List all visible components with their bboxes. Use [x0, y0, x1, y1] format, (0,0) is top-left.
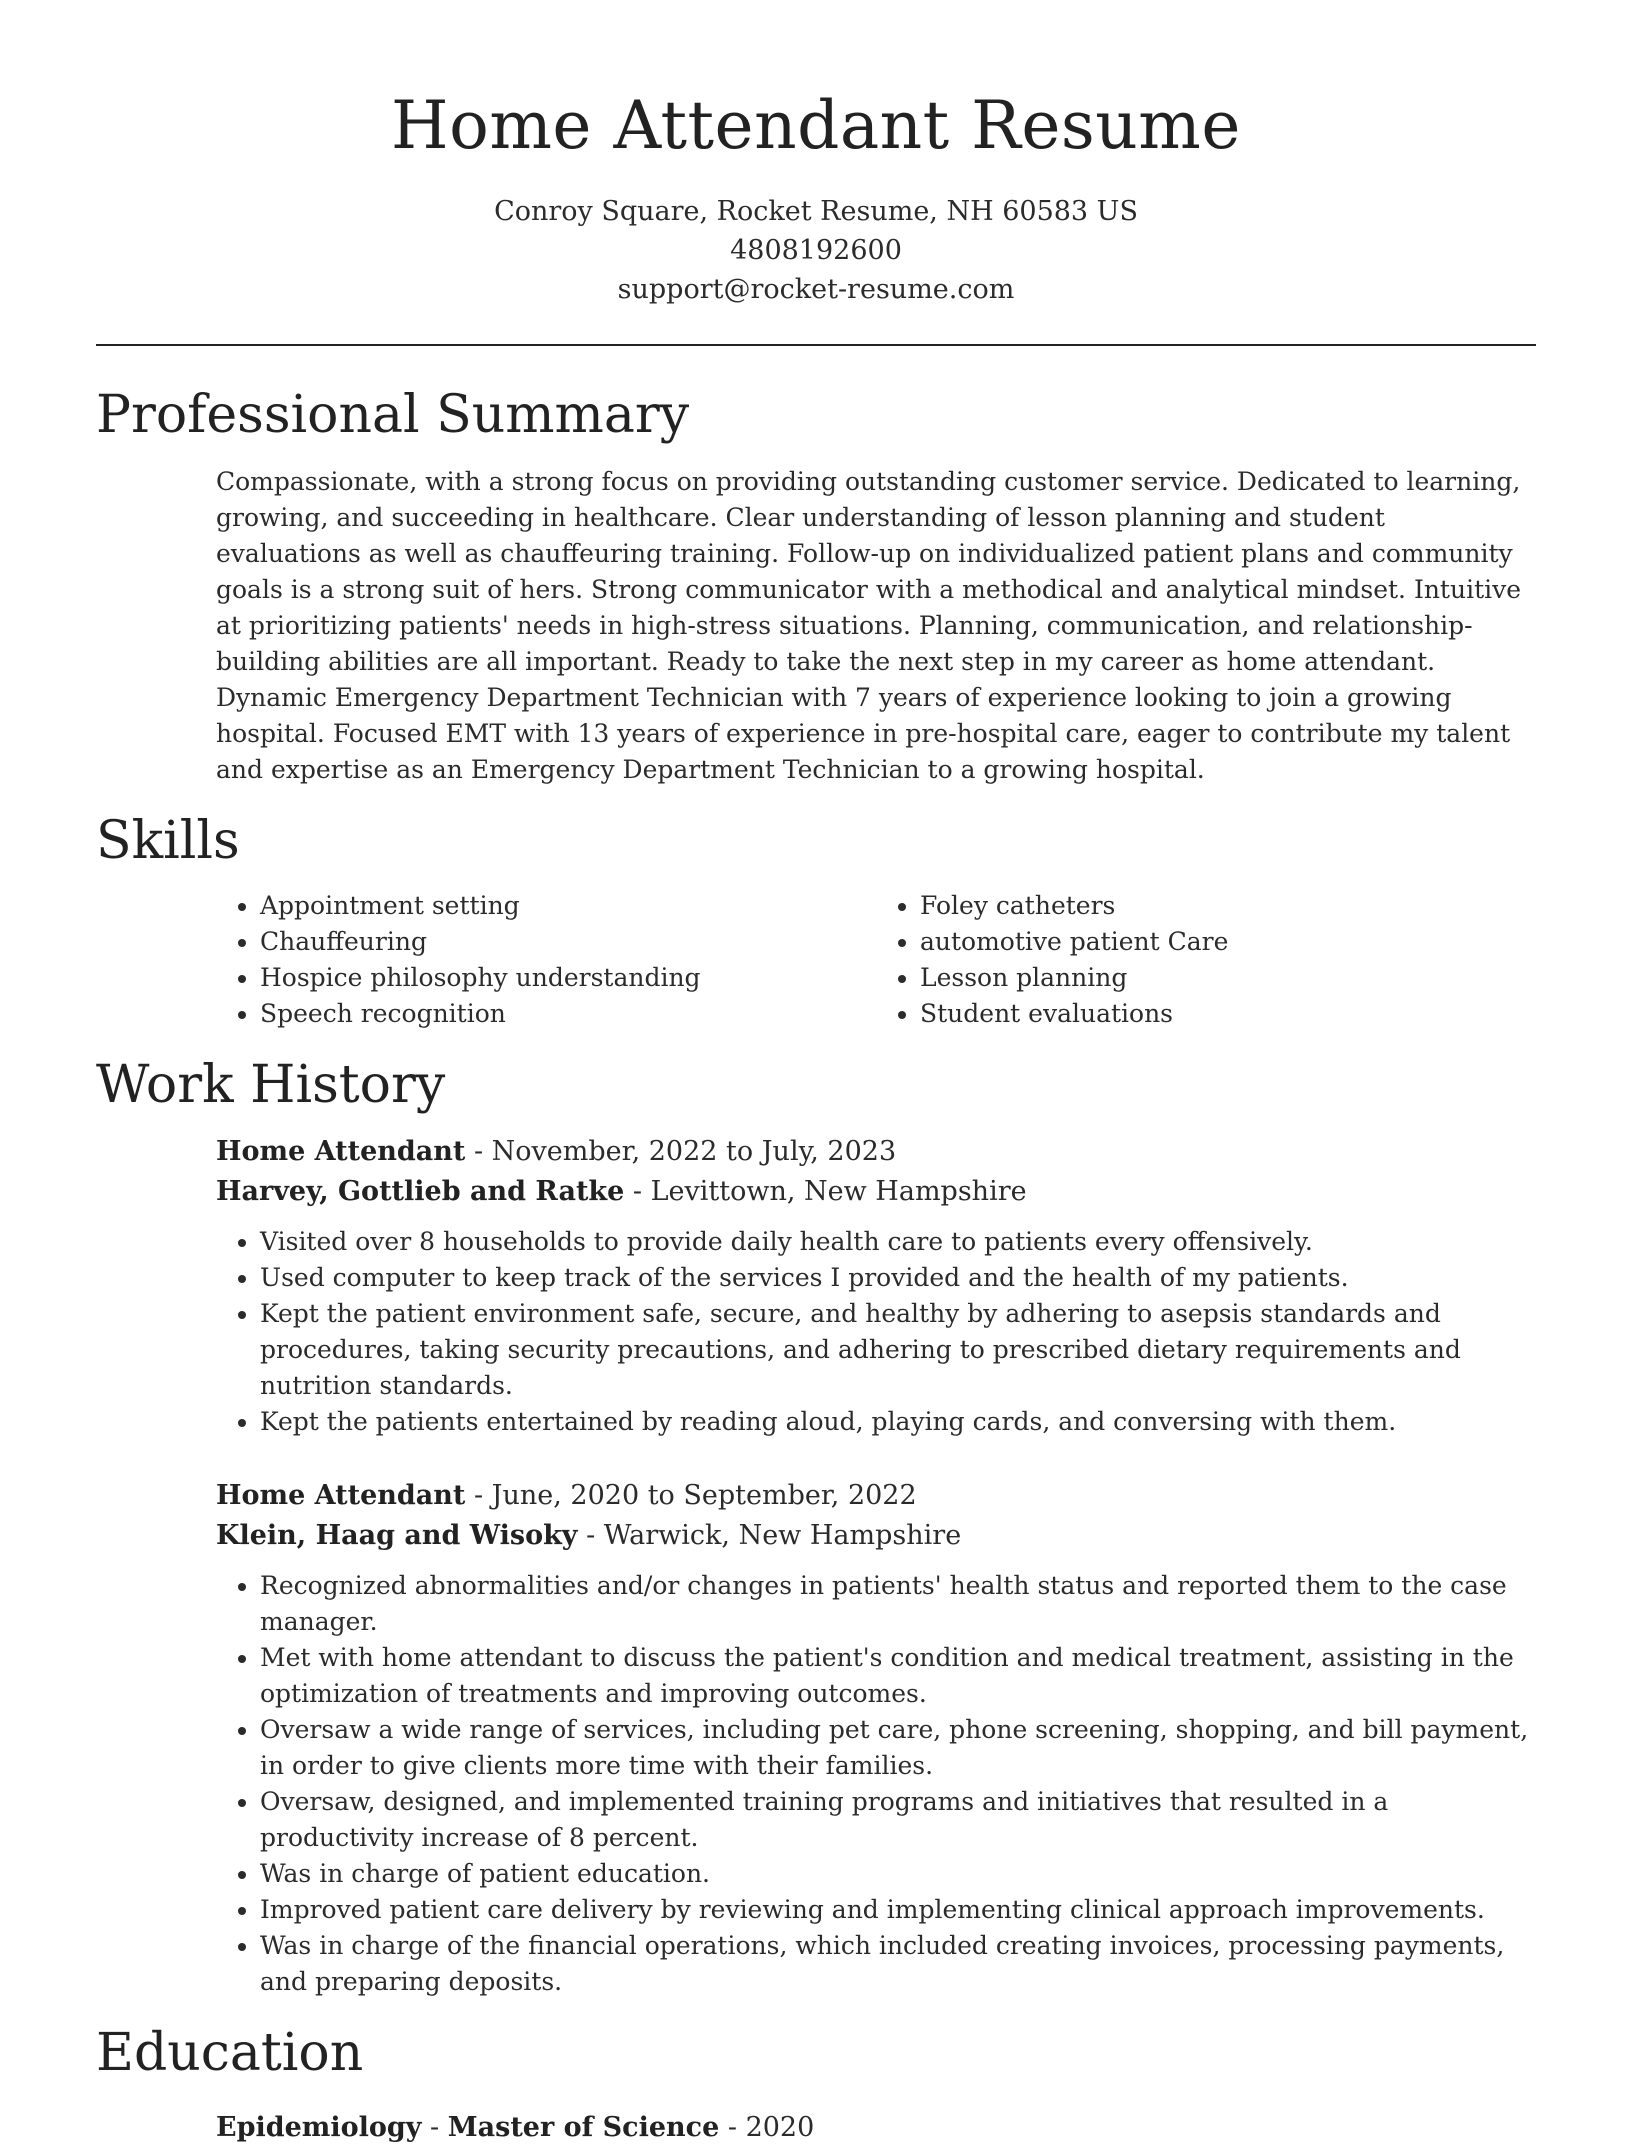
- resume-header: [96, 0, 1536, 309]
- skill-item: • automotive patient Care: [920, 924, 1536, 960]
- job-bullet: • Recognized abnormalities and/or changes in patients' health status and reported them to the case manager.: [260, 1568, 1536, 1640]
- education-section: [96, 2022, 1536, 2148]
- job-bullet: • Used computer to keep track of the services I provided and the health of my patients.: [260, 1260, 1536, 1296]
- job-title-line: [216, 1476, 1536, 1516]
- education-field: Epidemiology: [216, 2112, 422, 2143]
- email-text: support@rocket-resume.com: [617, 274, 1015, 305]
- summary-section: [96, 384, 1536, 788]
- skill-item: • Appointment setting: [260, 888, 876, 924]
- work-history-heading: Work History: [96, 1055, 446, 1115]
- job-bullet: • Improved patient care delivery by reviewing and implementing clinical approach improvements.: [260, 1892, 1536, 1928]
- education-separator: -: [719, 2112, 746, 2143]
- education-year: 2020: [745, 2112, 815, 2143]
- job-company-line: [216, 1516, 1536, 1556]
- summary-heading: Professional Summary: [96, 385, 690, 445]
- address-text: Conroy Square, Rocket Resume, NH 60583 US: [494, 196, 1138, 227]
- job-company: Klein, Haag and Wisoky: [216, 1520, 578, 1551]
- resume-title: Home Attendant Resume: [391, 87, 1241, 164]
- skills-left-list: [216, 888, 876, 1032]
- job-company-line: [216, 1172, 1536, 1212]
- job-bullet: • Kept the patient environment safe, secure, and healthy by adhering to asepsis standards and procedures, taking security precautions, and adhering to prescribed dietary requirements and nutrition standards.: [260, 1296, 1536, 1404]
- education-entry: [216, 2108, 1536, 2148]
- phone-text: 4808192600: [730, 235, 902, 266]
- skill-item: • Student evaluations: [920, 996, 1536, 1032]
- job-bullet: • Visited over 8 households to provide daily health care to patients every offensively.: [260, 1224, 1536, 1260]
- job-location: - Levittown, New Hampshire: [624, 1176, 1027, 1207]
- job-bullet: • Kept the patients entertained by reading aloud, playing cards, and conversing with them.: [260, 1404, 1536, 1440]
- resume-page: [96, 0, 1536, 2148]
- education-heading: Education: [96, 2023, 364, 2083]
- job-dates: - November, 2022 to July, 2023: [465, 1136, 897, 1167]
- job-bullet: • Was in charge of the financial operations, which included creating invoices, processing payments, and preparing deposits.: [260, 1928, 1536, 2000]
- skill-item: • Lesson planning: [920, 960, 1536, 996]
- job-title-line: [216, 1132, 1536, 1172]
- header-divider: [96, 344, 1536, 346]
- job-title: Home Attendant: [216, 1480, 466, 1511]
- job-entry: [216, 1132, 1536, 1440]
- skills-grid: [216, 888, 1536, 1032]
- job-bullet: • Oversaw a wide range of services, including pet care, phone screening, shopping, and bill payment, in order to give clients more time with their families.: [260, 1712, 1536, 1784]
- job-title: Home Attendant: [216, 1136, 466, 1167]
- skill-item: • Chauffeuring: [260, 924, 876, 960]
- job-bullet: • Oversaw, designed, and implemented training programs and initiatives that resulted in a productivity increase of 8 percent.: [260, 1784, 1536, 1856]
- work-history-section: [96, 1054, 1536, 2000]
- job-location: - Warwick, New Hampshire: [577, 1520, 962, 1551]
- job-bullet: • Met with home attendant to discuss the patient's condition and medical treatment, assisting in the optimization of treatments and improving outcomes.: [260, 1640, 1536, 1712]
- job-entry: [216, 1476, 1536, 2000]
- job-dates: - June, 2020 to September, 2022: [465, 1480, 917, 1511]
- education-degree: Master of Science: [447, 2112, 720, 2143]
- summary-text: Compassionate, with a strong focus on providing outstanding customer service. Dedicated to learning, growing, and succeeding in healthcare. Clear understanding of lesson planning and student evaluations as well as chauffeuring training. Follow-up on individualized patient plans and community goals is a strong suit of hers. Strong communicator with a methodical and analytical mindset. Intuitive at prioritizing patients' needs in high-stress situations. Planning, communication, and relationship-building abilities are all important. Ready to take the next step in my career as home attendant. Dynamic Emergency Department Technician with 7 years of experience looking to join a growing hospital. Focused EMT with 13 years of experience in pre-hospital care, eager to contribute my talent and expertise as an Emergency Department Technician to a growing hospital.: [216, 467, 1522, 784]
- skill-item: • Speech recognition: [260, 996, 876, 1032]
- job-bullets: [216, 1224, 1536, 1440]
- contact-block: [96, 192, 1536, 309]
- skill-item: • Foley catheters: [920, 888, 1536, 924]
- skills-right-list: [876, 888, 1536, 1032]
- education-separator: -: [421, 2112, 448, 2143]
- job-bullets: [216, 1568, 1536, 2000]
- job-bullet: • Was in charge of patient education.: [260, 1856, 1536, 1892]
- skills-section: [96, 810, 1536, 1032]
- job-company: Harvey, Gottlieb and Ratke: [216, 1176, 625, 1207]
- skill-item: • Hospice philosophy understanding: [260, 960, 876, 996]
- skills-heading: Skills: [96, 811, 240, 871]
